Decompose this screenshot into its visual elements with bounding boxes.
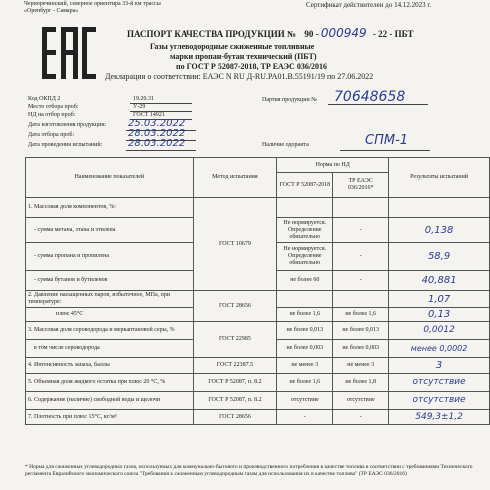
sample-date-label: Дата отбора проб: xyxy=(28,132,75,138)
place-label: Место отбора проб: xyxy=(28,104,79,110)
result-value: 1,07 xyxy=(389,291,490,308)
table-row-name: плюс 45°С xyxy=(26,308,194,322)
header-name: Наименование показателей xyxy=(26,158,194,198)
subtitle-line-1: Газы углеводородные сжиженные топливные xyxy=(150,42,315,51)
header-gost: ГОСТ Р 52087-2018 xyxy=(277,173,333,198)
result-value: 40,881 xyxy=(389,271,490,291)
certificate-validity: Сертификат действителен до 14.12.2023 г. xyxy=(306,1,432,9)
table-row-name: 3. Массовая доля сероводорода и меркаптановой серы, % xyxy=(26,322,194,340)
result-value: 0,0012 xyxy=(389,322,490,340)
nd-label: НД на отбор проб: xyxy=(28,112,76,118)
test-date-value: 28.03.2022 xyxy=(128,138,186,149)
table-row-name: 4. Интенсивность запаха, баллы xyxy=(26,358,194,374)
table-row-name: - сумма метана, этана и этилена xyxy=(26,218,194,243)
declaration: Декларация о соответствии: ЕАЭС N RU Д-RU.PA01.B.55191/19 по 27.06.2022 xyxy=(105,72,374,81)
odorant-label: Наличие одоранта xyxy=(262,142,309,148)
table-row-method: ГОСТ 28656 xyxy=(193,291,277,322)
header-tr: ТР ЕАЭС 036/2016* xyxy=(333,173,389,198)
table-row-name: 6. Содержание (наличие) свободной воды и щелочи xyxy=(26,392,194,410)
result-value: отсутствие xyxy=(389,392,490,410)
table-row-method: ГОСТ 22985 xyxy=(193,322,277,358)
table-row-method: ГОСТ 10679 xyxy=(193,198,277,291)
batch-label: Партия продукции № xyxy=(262,97,317,103)
table-row-name: 2. Давление насыщенных паров, избыточное, МПа, при температуре: xyxy=(26,291,194,308)
place-value: У-29 xyxy=(133,104,146,110)
result-value: менее 0,0002 xyxy=(389,340,490,358)
subtitle-line-3: по ГОСТ Р 52087-2018, ТР ЕАЭС 036/2016 xyxy=(176,62,328,71)
result-value: 58,9 xyxy=(389,243,490,271)
table-row-name: 5. Объемная доля жидкого остатка при плюс 20 °С, % xyxy=(26,374,194,392)
table-row-name: 1. Массовая доля компонентов, %: xyxy=(26,198,194,218)
header-norm: Норма по НД xyxy=(277,158,389,173)
passport-title: ПАСПОРТ КАЧЕСТВА ПРОДУКЦИИ № 90 - 000949 - 22 - ПБТ xyxy=(127,26,414,40)
result-value: 0,13 xyxy=(389,308,490,322)
header-method: Метод испытания xyxy=(193,158,277,198)
nd-value: ГОСТ 14921 xyxy=(133,112,165,118)
footnote: * Норма для сжиженных углеводородных газов, используемых для коммунально-бытового и производственного потребления в качестве топлива в соответствии с требованиями Технического регламента Евразийского экономического союза "Требования к сжиженным углеводородным газам для использования их в качестве топлива" (ТР ЕАЭС 036/2016) xyxy=(25,464,473,477)
header-result: Результаты испытаний xyxy=(389,158,490,198)
sample-date-value: 28.03.2022 xyxy=(128,128,186,139)
subtitle-line-2: марки пропан-бутан технический (ПБТ) xyxy=(170,52,317,61)
manuf-date-label: Дата изготовления продукции: xyxy=(28,122,107,128)
table-row-name: - сумма пропана и пропилена xyxy=(26,243,194,271)
table-row-name: в том числе сероводорода xyxy=(26,340,194,358)
batch-value: 70648658 xyxy=(334,89,406,105)
odorant-value: СПМ-1 xyxy=(365,133,409,148)
result-value: отсутствие xyxy=(389,374,490,392)
quality-table: Наименование показателей Метод испытания Норма по НД Результаты испытаний ГОСТ Р 52087-2018 ТР ЕАЭС 036/2016* 1. Массовая доля компонентов, %: ГОСТ 10679 - сумма метана, этана и этилена Не нормируется. Определение обязательно - 0,138 - сумма пропана и пропилена Не нормируется. Определение обязательно - 58,9 - сумма бутанов и бутиленов не более 60 - 40,881 2. Давление насыщенных паров, избыточное, МПа, при температуре: ГОСТ 28656 1,07 плюс 45°С не более 1,6 не более 1,6 0,13 3. Массовая доля сероводорода и меркаптановой серы, % ГОСТ 22985 не более 0,013 не более 0,013 0,0012 в том числе сероводорода не более 0,003 не более 0,003 менее 0,0002 4. Интенсивность запаха, баллы ГОСТ 22387.5 не менее 3 не менее 3 3 5. Объемная доля жидкого остатка при плюс 20 °С, % ГОСТ Р 52087, п. 8.2 не более 1,6 не более 1,8 отсутствие 6. Содержание (наличие) свободной воды и щелочи ГОСТ Р 52087, п. 8.2 отсутствие отсутствие отсутствие 7. Плотность при плюс 15°С, кг/м³ ГОСТ 28656 - - 549,3±1,2 xyxy=(25,157,490,425)
okpd-label: Код ОКПД 2 xyxy=(28,96,61,102)
okpd-value: 19.20.31 xyxy=(133,96,154,102)
company-address: Черноречинский, северное ориентира 33-й км трассы «Оренбург - Самара» xyxy=(24,1,161,14)
result-value: 3 xyxy=(389,358,490,374)
table-row-name: 7. Плотность при плюс 15°С, кг/м³ xyxy=(26,410,194,425)
table-row-name: - сумма бутанов и бутиленов xyxy=(26,271,194,291)
result-value: 549,3±1,2 xyxy=(389,410,490,425)
manuf-date-value: 25.03.2022 xyxy=(128,118,186,129)
result-value: 0,138 xyxy=(389,218,490,243)
eac-logo xyxy=(42,27,96,79)
test-date-label: Дата проведения испытаний: xyxy=(28,142,103,148)
